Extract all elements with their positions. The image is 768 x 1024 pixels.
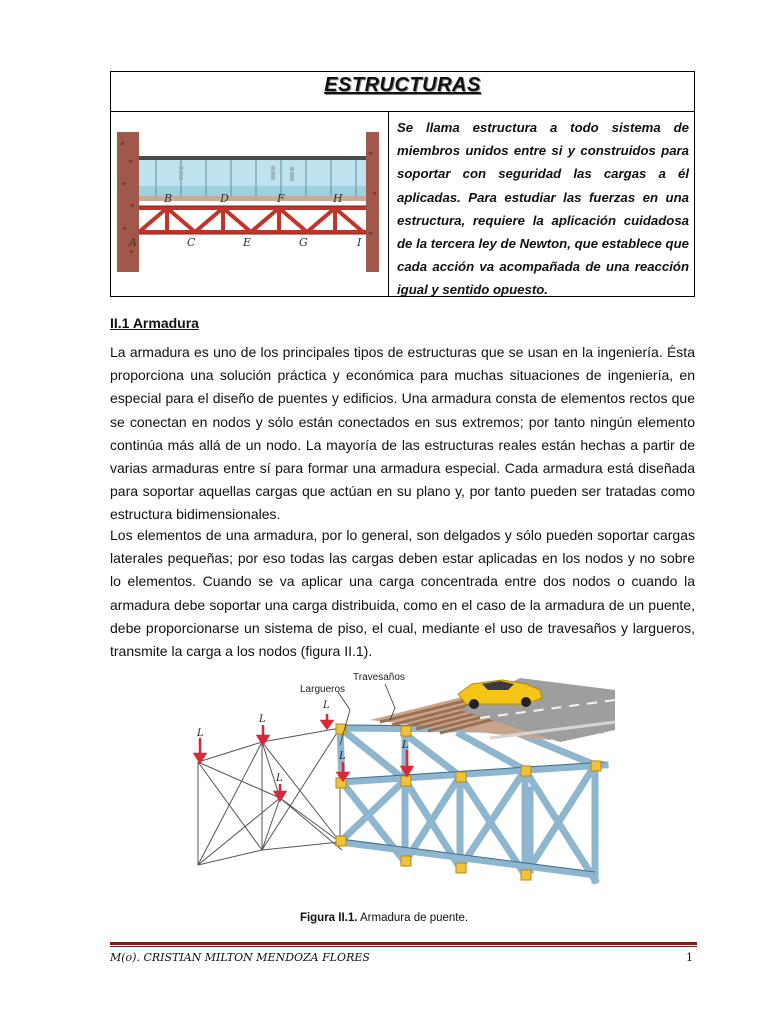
intro-table <box>110 71 695 297</box>
body-paragraph-2: Los elementos de una armadura, por lo general, son delgados y sólo pueden soportar cargas laterales pequeñas; por eso todas las cargas deben estar aplicadas en los nodos y no sobre lo elementos. Cuando se va aplicar una carga concentrada entre dos nodos o cuando la armadura debe soportar una carga distribuida, como en el caso de la armadura de un puente, debe proporcionarse un sistema de piso, el cual, mediante el uso de travesaños y largueros, transmite la carga a los nodos (figura II.1). <box>110 527 695 660</box>
intro-definition-text: Se llama estructura a todo sistema de miembros unidos entre si y construidos para soportar con seguridad las cargas a él aplicadas. Para estudiar las fuerzas en una estructura, requiere la aplicación cuidadosa de la tercera ley de Newton, que establece que cada acción va acompañada de una reacción igual y sentido opuesto. <box>397 120 689 298</box>
node-label-d: D <box>220 192 229 205</box>
label-largueros: Largueros <box>300 684 346 695</box>
footer-rule-thick <box>110 942 697 945</box>
node-label-f: F <box>277 192 285 205</box>
building-truss-illustration <box>111 112 387 296</box>
load-label-l5: L <box>339 751 346 762</box>
title-row <box>111 72 694 112</box>
node-label-g: G <box>299 236 308 249</box>
caption-label: Figura II.1. <box>299 912 358 924</box>
truss-figure-cell <box>111 112 389 297</box>
footer-author: M(o). CRISTIAN MILTON MENDOZA FLORES <box>110 951 370 964</box>
load-label-l4: L <box>323 700 330 711</box>
intro-text-cell <box>390 112 695 297</box>
load-label-l2: L <box>259 714 266 725</box>
load-label-l1: L <box>197 728 204 739</box>
footer-rule-thin <box>110 946 697 947</box>
label-travesanos: Travesaños <box>353 672 405 683</box>
load-label-l6: L <box>402 740 409 751</box>
node-label-e: E <box>243 236 252 249</box>
load-label-l3: L <box>276 773 283 784</box>
node-label-a: A <box>129 236 137 249</box>
section-heading: II.1 Armadura <box>110 315 199 331</box>
figure-caption <box>0 912 768 924</box>
bridge-truss-illustration <box>190 670 615 905</box>
caption-text: Armadura de puente. <box>360 912 469 924</box>
node-label-i: I <box>357 236 362 249</box>
page-title: ESTRUCTURAS <box>324 74 481 96</box>
bridge-truss-figure <box>190 670 615 905</box>
page-number: 1 <box>686 951 693 964</box>
node-label-b: B <box>164 192 173 205</box>
node-label-h: H <box>333 192 343 205</box>
body-paragraph-1: La armadura es uno de los principales tipos de estructuras que se usan en la ingeniería. Ésta proporciona una solución práctica y económica para muchas situaciones de ingeniería, en especial para el diseño de puentes y edificios. Una armadura consta de elementos rectos que se conectan en nodos y sólo están conectados en sus extremos; por tanto ningún elemento continúa más allá de un nodo. La mayoría de las estructuras reales están hechas a partir de varias armaduras entre sí para formar una armadura especial. Cada armadura está diseñada para soportar aquellas cargas que actúan en su plano y, por tanto pueden ser tratadas como estructura bidimensionales. <box>110 344 695 523</box>
node-label-c: C <box>187 236 196 249</box>
